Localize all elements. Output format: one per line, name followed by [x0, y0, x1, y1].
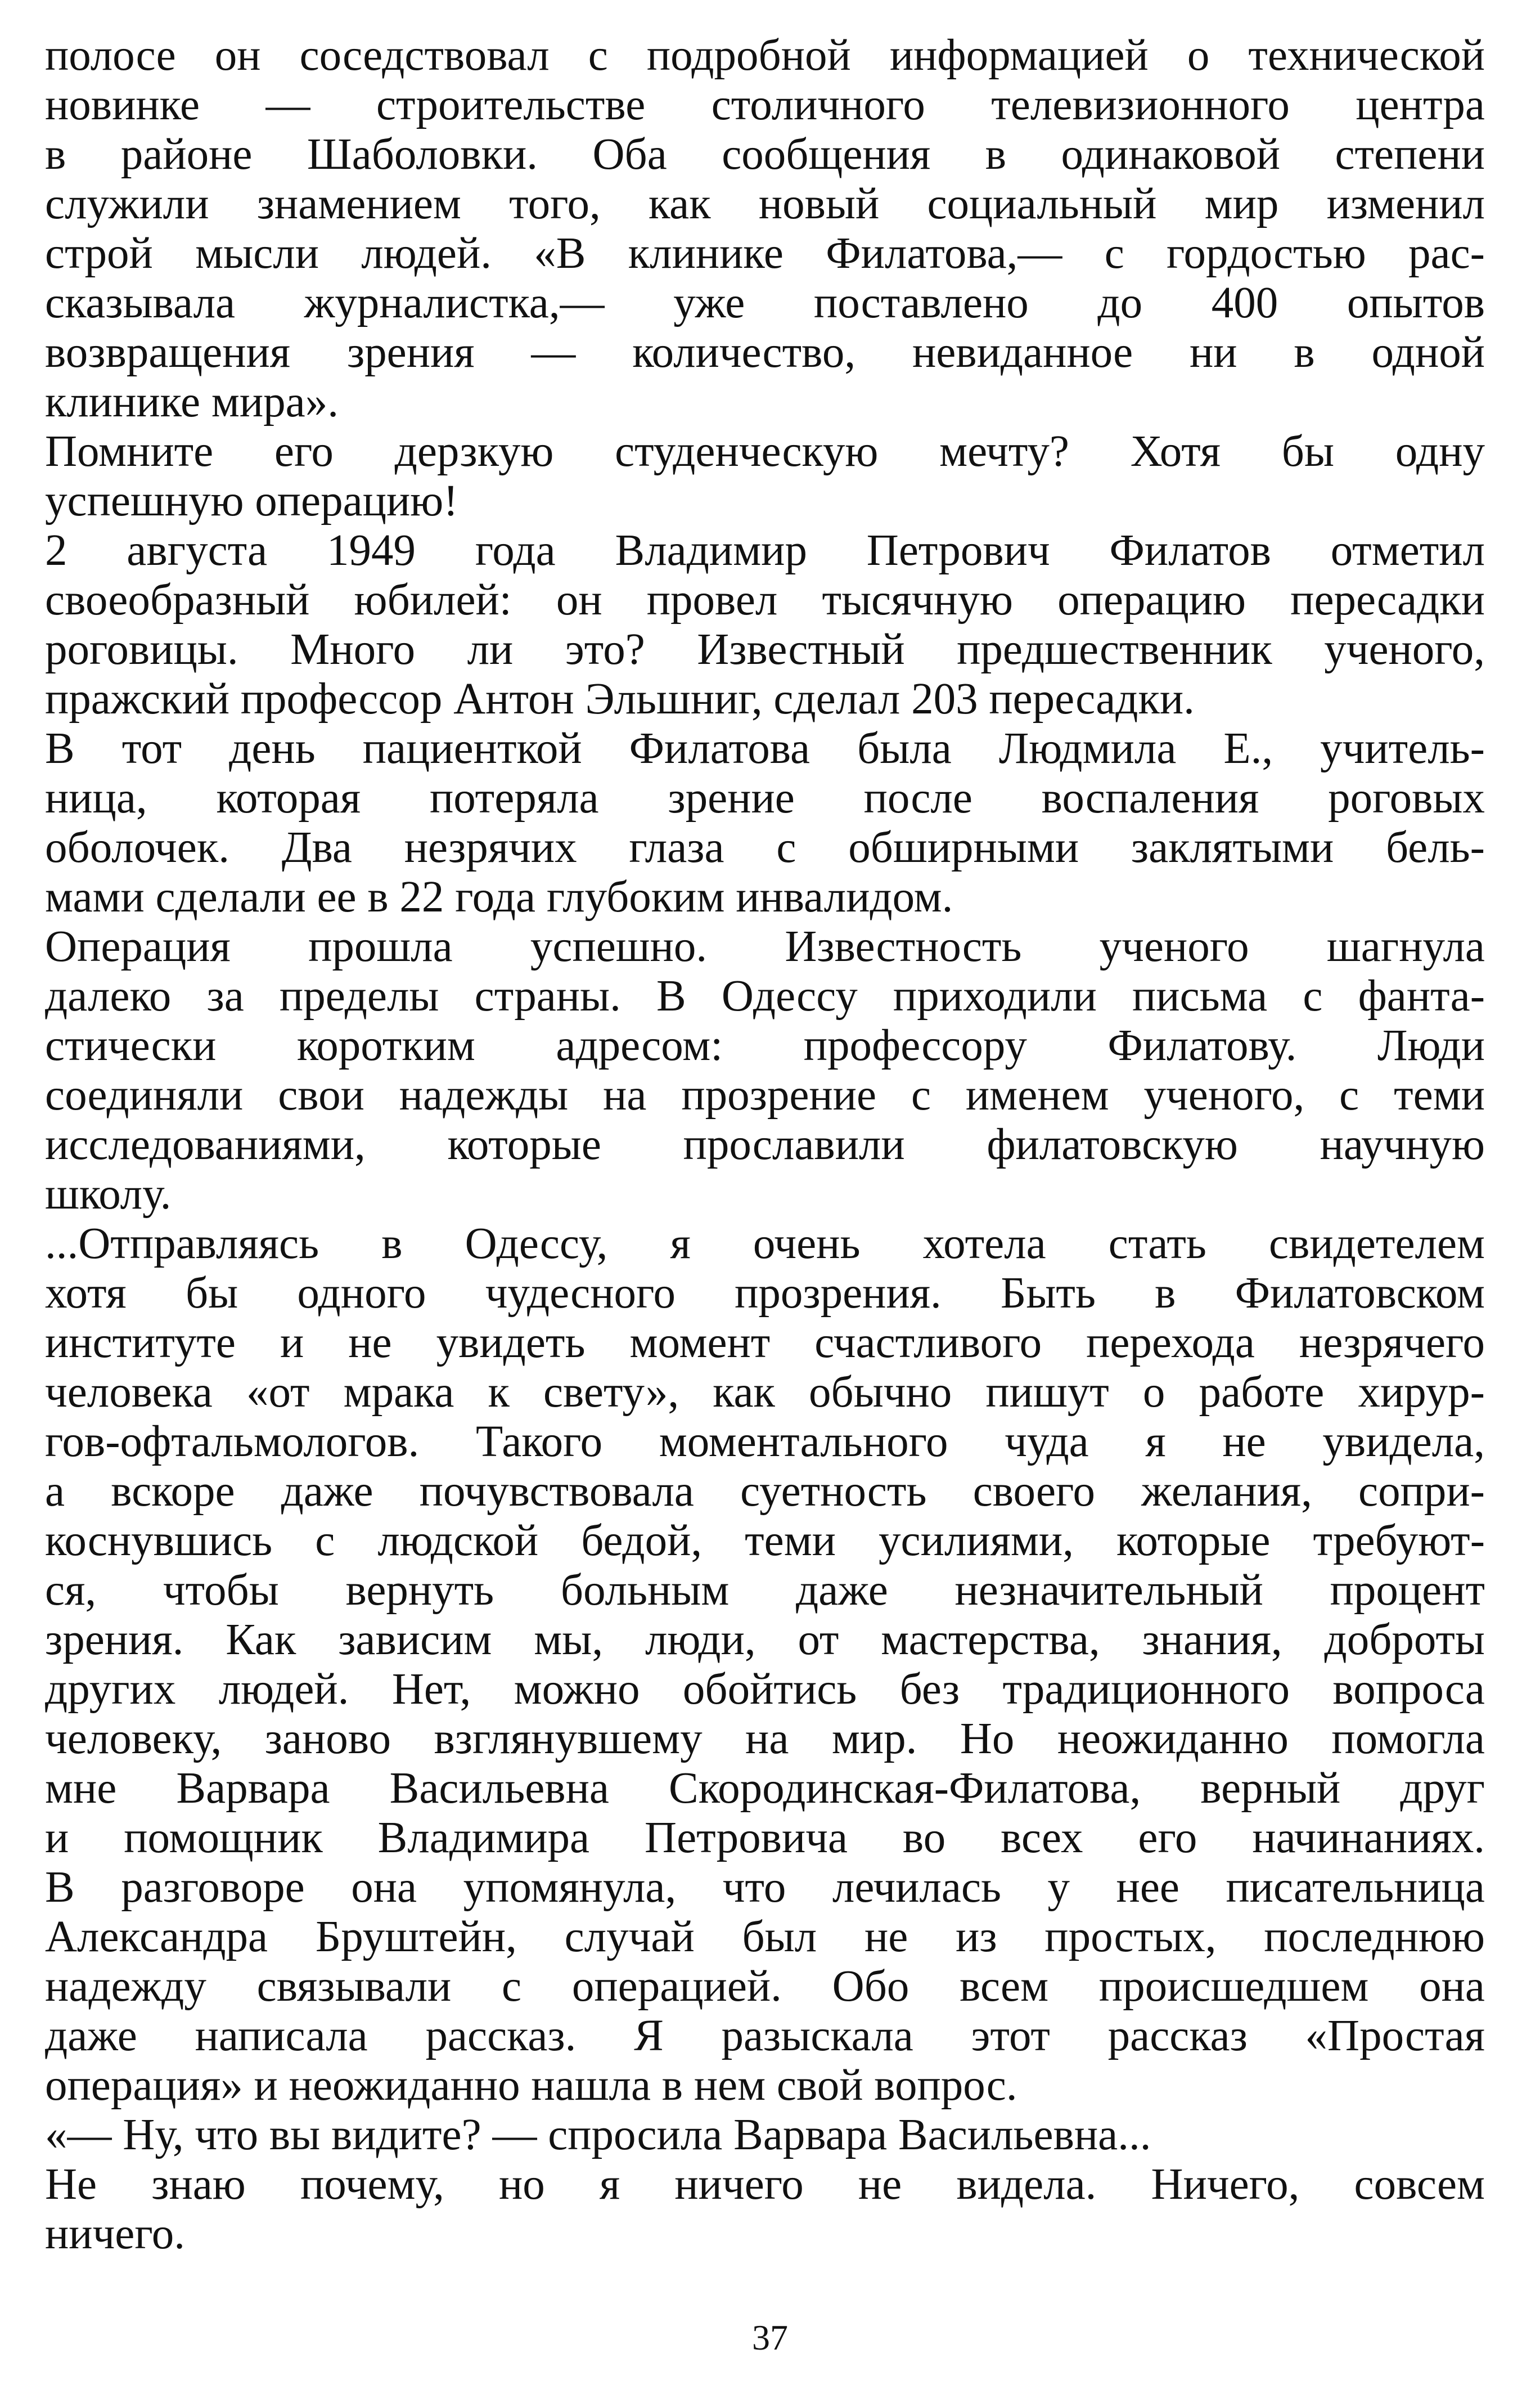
text-line: строй мысли людей. «В клинике Филатова,— с гордостью рас- [45, 229, 1485, 278]
text-line: Александра Бруштейн, случай был не из простых, последнюю [45, 1912, 1485, 1961]
text-line: мне Варвара Васильевна Скородинская-Филатова, верный друг [45, 1764, 1485, 1813]
text-line: хотя бы одного чудесного прозрения. Быть в Филатовском [45, 1269, 1485, 1318]
paragraph [45, 724, 1485, 922]
text-line: институте и не увидеть момент счастливого перехода незрячего [45, 1318, 1485, 1367]
page-number: 37 [752, 2317, 788, 2357]
paragraph [45, 2160, 1485, 2259]
text-line: далеко за пределы страны. В Одессу приходили письма с фанта- [45, 972, 1485, 1021]
text-line: ничего. [45, 2209, 186, 2258]
text-line: полосе он соседствовал с подробной информацией о технической [45, 31, 1485, 80]
text-line: ...Отправляясь в Одессу, я очень хотела стать свидетелем [45, 1219, 1485, 1268]
text-line: В разговоре она упомянула, что лечилась у нее писательница [45, 1863, 1485, 1912]
paragraph [45, 526, 1485, 724]
text-line: коснувшись с людской бедой, теми усилиями, которые требуют- [45, 1516, 1485, 1565]
text-line: надежду связывали с операцией. Обо всем происшедшем она [45, 1962, 1485, 2011]
text-line: новинке — строительстве столичного телевизионного центра [45, 80, 1485, 129]
text-line: исследованиями, которые прославили филатовскую научную [45, 1120, 1485, 1169]
text-line: 2 августа 1949 года Владимир Петрович Филатов отметил [45, 526, 1485, 575]
text-line: возвращения зрения — количество, невиданное ни в одной [45, 328, 1485, 377]
text-line: зрения. Как зависим мы, люди, от мастерства, знания, доброты [45, 1615, 1485, 1664]
paragraph [45, 2110, 1485, 2160]
text-line: Операция прошла успешно. Известность ученого шагнула [45, 922, 1485, 971]
paragraph [45, 427, 1485, 526]
text-line: человека «от мрака к свету», как обычно пишут о работе хирур- [45, 1368, 1485, 1417]
text-line: служили знамением того, как новый социальный мир изменил [45, 179, 1485, 228]
text-line: пражский профессор Антон Эльшниг, сделал 203 пересадки. [45, 675, 1195, 724]
text-line: даже написала рассказ. Я разыскала этот рассказ «Простая [45, 2011, 1485, 2060]
text-line: человеку, заново взглянувшему на мир. Но неожиданно помогла [45, 1714, 1485, 1763]
text-line: сказывала журналистка,— уже поставлено до 400 опытов [45, 279, 1485, 327]
text-line: В тот день пациенткой Филатова была Людмила Е., учитель- [45, 724, 1485, 773]
paragraph [45, 1219, 1485, 2110]
text-line: гов-офтальмологов. Такого моментального чуда я не увидела, [45, 1417, 1485, 1466]
text-line: «— Ну, что вы видите? — спросила Варвара Васильевна... [45, 2110, 1151, 2159]
page-body [45, 31, 1485, 2259]
text-line: соединяли свои надежды на прозрение с именем ученого, с теми [45, 1071, 1485, 1120]
text-line: в районе Шаболовки. Оба сообщения в одинаковой степени [45, 130, 1485, 179]
text-line: мами сделали ее в 22 года глубоким инвалидом. [45, 873, 953, 922]
text-line: стически коротким адресом: профессору Филатову. Люди [45, 1021, 1485, 1070]
text-line: Помните его дерзкую студенческую мечту? Хотя бы одну [45, 427, 1485, 476]
text-line: и помощник Владимира Петровича во всех его начинаниях. [45, 1813, 1485, 1862]
text-line: других людей. Нет, можно обойтись без традиционного вопроса [45, 1665, 1485, 1714]
text-line: школу. [45, 1170, 172, 1219]
text-line: ся, чтобы вернуть больным даже незначительный процент [45, 1566, 1485, 1615]
text-line: оболочек. Два незрячих глаза с обширными заклятыми бель- [45, 823, 1485, 872]
text-line: успешную операцию! [45, 477, 458, 525]
text-line: а вскоре даже почувствовала суетность своего желания, сопри- [45, 1467, 1485, 1516]
text-line: ница, которая потеряла зрение после воспаления роговых [45, 774, 1485, 823]
paragraph [45, 31, 1485, 427]
text-line: Не знаю почему, но я ничего не видела. Ничего, совсем [45, 2160, 1485, 2209]
paragraph [45, 922, 1485, 1219]
text-line: своеобразный юбилей: он провел тысячную операцию пересадки [45, 576, 1485, 625]
text-line: роговицы. Много ли это? Известный предшественник ученого, [45, 625, 1485, 674]
text-line: операция» и неожиданно нашла в нем свой вопрос. [45, 2061, 1017, 2110]
text-line: клинике мира». [45, 378, 339, 426]
